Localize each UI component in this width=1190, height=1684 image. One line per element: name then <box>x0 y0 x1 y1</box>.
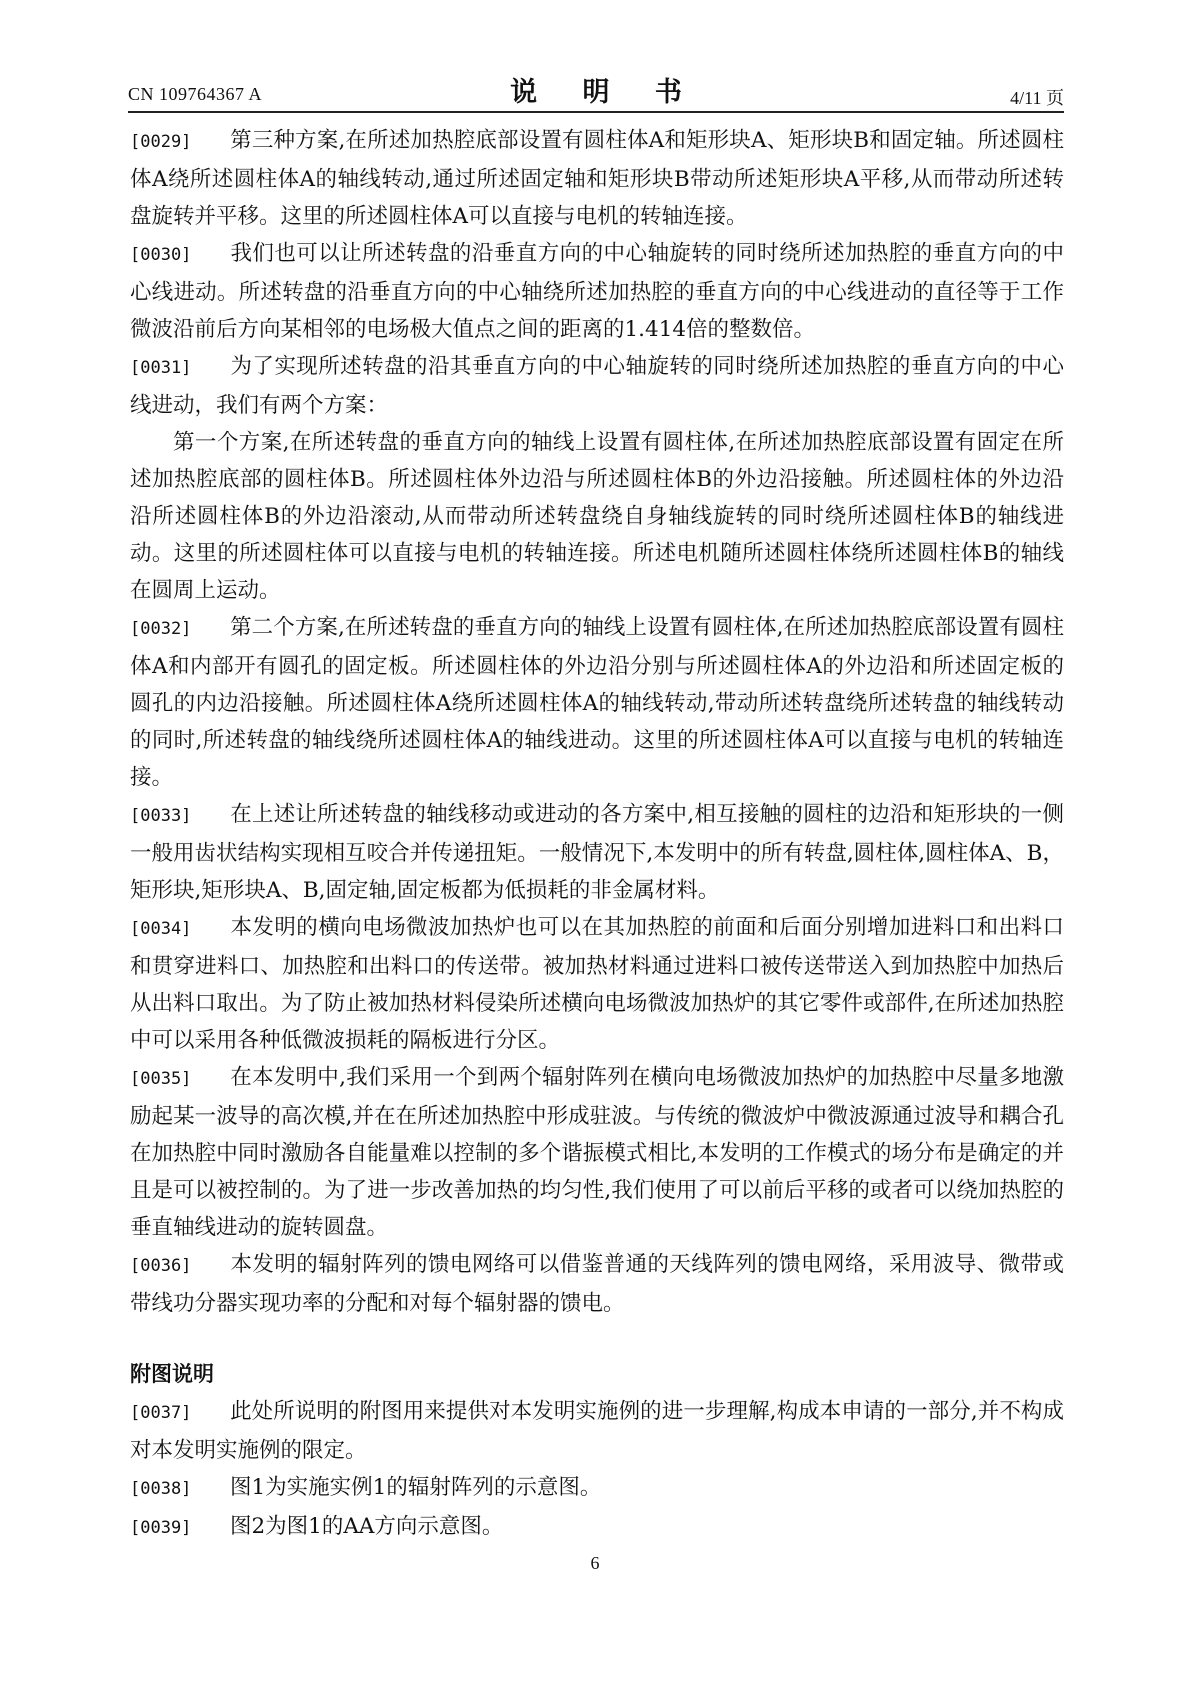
paragraph-number: [0034] <box>130 919 192 939</box>
paragraph-0031 <box>130 348 1064 424</box>
paragraph-0038 <box>130 1469 1064 1508</box>
section-heading: 附图说明 <box>130 1362 214 1386</box>
paragraph-text: 第二个方案,在所述转盘的垂直方向的轴线上设置有圆柱体,在所述加热腔底部设置有圆柱体A和内部开有圆孔的固定板。所述圆柱体的外边沿分别与所述圆柱体A的外边沿和所述固定板的圆孔的内边沿接触。所述圆柱体A绕所述圆柱体A的轴线转动,带动所述转盘绕所述转盘的轴线转动的同时,所述转盘的轴线绕所述圆柱体A的轴线进动。这里的所述圆柱体A可以直接与电机的转轴连接。 <box>130 615 1064 790</box>
paragraph-first-scheme: 第一个方案,在所述转盘的垂直方向的轴线上设置有圆柱体,在所述加热腔底部设置有固定在所述加热腔底部的圆柱体B。所述圆柱体外边沿与所述圆柱体B的外边沿接触。所述圆柱体的外边沿沿所述圆柱体B的外边沿滚动,从而带动所述转盘绕自身轴线旋转的同时绕所述圆柱体B的轴线进动。这里的所述圆柱体可以直接与电机的转轴连接。所述电机随所述圆柱体绕所述圆柱体B的轴线在圆周上运动。 <box>130 430 1064 603</box>
paragraph-0030 <box>130 235 1064 348</box>
header-rule <box>128 111 1064 113</box>
paragraph-0037 <box>130 1393 1064 1469</box>
paragraph-text: 我们也可以让所述转盘的沿垂直方向的中心轴旋转的同时绕所述加热腔的垂直方向的中心线进动。所述转盘的沿垂直方向的中心轴绕所述加热腔的垂直方向的中心线进动的直径等于工作微波沿前后方向某相邻的电场极大值点之间的距离的1.414倍的整数倍。 <box>130 241 1064 342</box>
paragraph-number: [0031] <box>130 358 192 378</box>
paragraph-number: [0029] <box>130 132 192 152</box>
paragraph-0034 <box>130 909 1064 1059</box>
paragraph-0032 <box>130 609 1064 796</box>
paragraph-number: [0036] <box>130 1256 192 1276</box>
paragraph-number: [0037] <box>130 1403 192 1423</box>
paragraph-0039 <box>130 1508 1064 1547</box>
paragraph-0033 <box>130 796 1064 909</box>
paragraph-text: 本发明的横向电场微波加热炉也可以在其加热腔的前面和后面分别增加进料口和出料口和贯穿进料口、加热腔和出料口的传送带。被加热材料通过进料口被传送带送入到加热腔中加热后从出料口取出。为了防止被加热材料侵染所述横向电场微波加热炉的其它零件或部件,在所述加热腔中可以采用各种低微波损耗的隔板进行分区。 <box>130 915 1064 1053</box>
paragraph-number: [0030] <box>130 245 192 265</box>
paragraph-0035 <box>130 1059 1064 1246</box>
paragraph-text: 第三种方案,在所述加热腔底部设置有圆柱体A和矩形块A、矩形块B和固定轴。所述圆柱体A绕所述圆柱体A的轴线转动,通过所述固定轴和矩形块B带动所述矩形块A平移,从而带动所述转盘旋转并平移。这里的所述圆柱体A可以直接与电机的转轴连接。 <box>130 128 1064 229</box>
document-title: 说 明 书 <box>510 77 700 108</box>
document-number: CN 109764367 A <box>128 84 263 104</box>
paragraph-number: [0033] <box>130 806 192 826</box>
paragraph-number: [0039] <box>130 1518 192 1538</box>
paragraph-number: [0032] <box>130 619 192 639</box>
paragraph-number: [0038] <box>130 1479 192 1499</box>
page-indicator: 4/11 页 <box>1010 88 1064 108</box>
page-number: 6 <box>590 1553 600 1573</box>
paragraph-number: [0035] <box>130 1069 192 1089</box>
paragraph-text: 在上述让所述转盘的轴线移动或进动的各方案中,相互接触的圆柱的边沿和矩形块的一侧一般用齿状结构实现相互咬合并传递扭矩。一般情况下,本发明中的所有转盘,圆柱体,圆柱体A、B，矩形块,矩形块A、B,固定轴,固定板都为低损耗的非金属材料。 <box>130 802 1064 903</box>
paragraph-text: 在本发明中,我们采用一个到两个辐射阵列在横向电场微波加热炉的加热腔中尽量多地激励起某一波导的高次模,并在在所述加热腔中形成驻波。与传统的微波炉中微波源通过波导和耦合孔在加热腔中同时激励各自能量难以控制的多个谐振模式相比,本发明的工作模式的场分布是确定的并且是可以被控制的。为了进一步改善加热的均匀性,我们使用了可以前后平移的或者可以绕加热腔的垂直轴线进动的旋转圆盘。 <box>130 1065 1064 1240</box>
paragraph-text: 为了实现所述转盘的沿其垂直方向的中心轴旋转的同时绕所述加热腔的垂直方向的中心线进动，我们有两个方案： <box>130 354 1064 418</box>
paragraph-text: 本发明的辐射阵列的馈电网络可以借鉴普通的天线阵列的馈电网络，采用波导、微带或带线功分器实现功率的分配和对每个辐射器的馈电。 <box>130 1252 1064 1316</box>
paragraph-text: 图1为实施实例1的辐射阵列的示意图。 <box>230 1475 602 1500</box>
paragraph-0036 <box>130 1246 1064 1322</box>
paragraph-text: 此处所说明的附图用来提供对本发明实施例的进一步理解,构成本申请的一部分,并不构成对本发明实施例的限定。 <box>130 1399 1064 1463</box>
document-body <box>130 122 1064 1547</box>
page-header <box>128 70 1064 110</box>
paragraph-text: 图2为图1的AA方向示意图。 <box>230 1514 504 1539</box>
paragraph-0029 <box>130 122 1064 235</box>
